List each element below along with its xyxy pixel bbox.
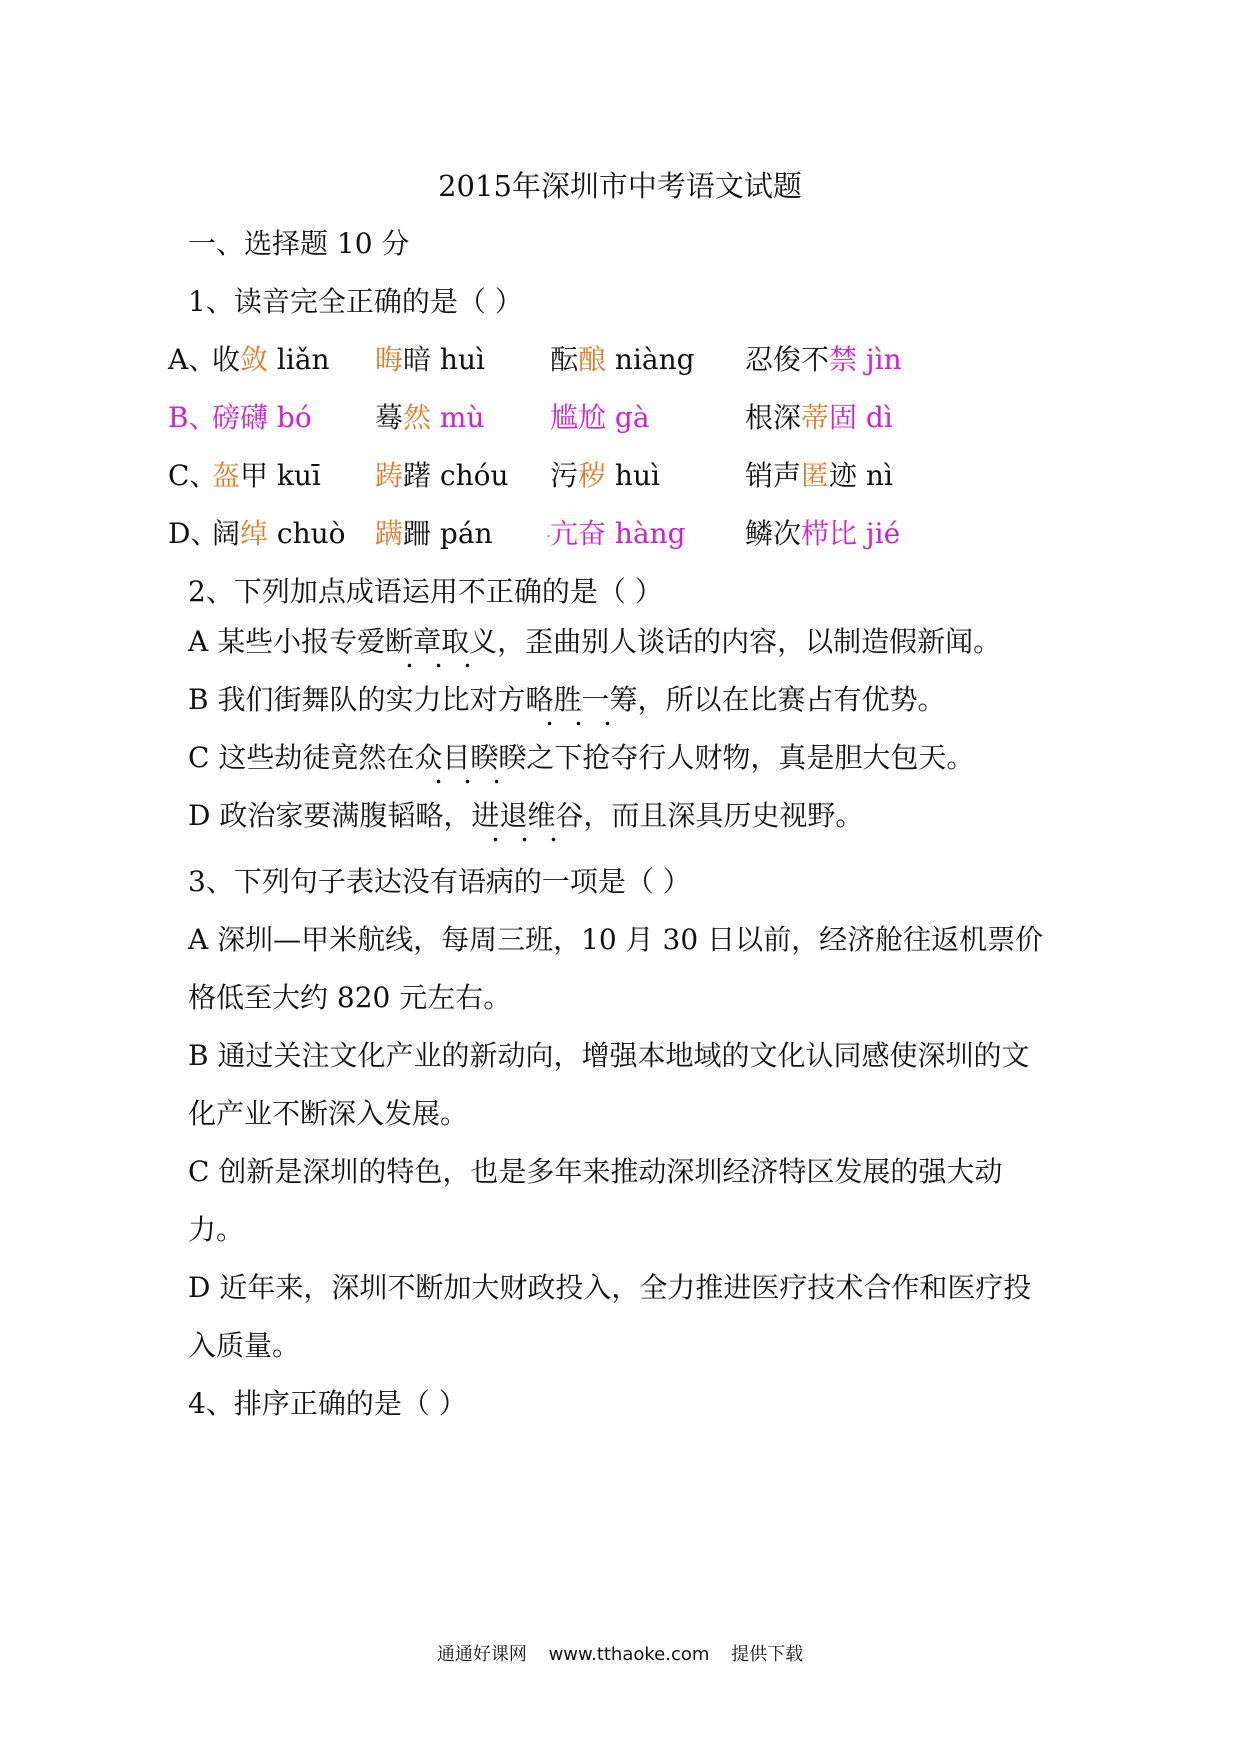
option-text: D 政治家要满腹韬略，	[188, 799, 472, 832]
highlighted-character: 亢	[550, 517, 579, 550]
option-word	[550, 396, 650, 436]
question-3-line: 化产业不断深入发展。	[188, 1097, 469, 1130]
option-word	[375, 396, 485, 436]
option-text: A 某些小报专爱	[188, 625, 386, 658]
question-2-stem: 2、下列加点成语运用不正确的是（ ）	[188, 575, 663, 608]
option-word	[375, 338, 485, 378]
pinyin: 固 dì	[829, 401, 893, 434]
option-text: C 这些劫徒竟然在	[188, 741, 415, 774]
option-text: 之下抢夺行人财物，真是胆大包天。	[526, 741, 975, 774]
pinyin: 比 jié	[829, 517, 901, 550]
dotted-idiom: 众目睽睽	[414, 741, 527, 774]
option-word	[550, 338, 695, 378]
option-text: B 我们街舞队的实力比对方	[188, 683, 526, 716]
question-4-stem: 4、排序正确的是（ ）	[188, 1387, 467, 1420]
option-label: A、	[168, 343, 217, 376]
pinyin: 暗 huì	[403, 343, 485, 376]
footer-url[interactable]: www.tthaoke.com	[548, 1644, 710, 1665]
highlighted-character: 尴	[550, 401, 579, 434]
word-prefix: 阔	[212, 517, 241, 550]
option-word	[212, 396, 312, 436]
option-text: ，所以在比赛占有优势。	[637, 683, 946, 716]
pinyin: niàng	[606, 343, 695, 376]
option-word	[745, 396, 893, 436]
footer-note: 提供下载	[731, 1644, 804, 1665]
question-3-stem: 3、下列句子表达没有语病的一项是（ ）	[188, 865, 691, 898]
pinyin: huì	[606, 459, 660, 492]
page-title: 2015年深圳市中考语文试题	[438, 169, 802, 203]
highlighted-character: 匿	[801, 459, 830, 492]
word-prefix: 收	[212, 343, 241, 376]
highlighted-character: 栉	[801, 517, 830, 550]
option-word	[550, 512, 686, 552]
option-word	[745, 512, 900, 552]
section-heading: 一、选择题 10 分	[188, 227, 410, 260]
question-3-line: 入质量。	[188, 1329, 301, 1362]
pinyin: chuò	[268, 517, 346, 550]
question-3-line: 力。	[188, 1213, 245, 1246]
word-prefix: 根深	[745, 401, 802, 434]
option-text: ，歪曲别人谈话的内容，以制造假新闻。	[497, 625, 1002, 658]
word-prefix: 污	[550, 459, 579, 492]
highlighted-character: 敛	[240, 343, 269, 376]
option-label: D、	[168, 517, 219, 550]
pinyin: jìn	[857, 343, 902, 376]
pinyin: 奋 hàng	[578, 517, 686, 550]
question-3-line: B 通过关注文化产业的新动向，增强本地域的文化认同感使深圳的文	[188, 1039, 1030, 1072]
pinyin: 迹 nì	[829, 459, 893, 492]
pinyin: mù	[431, 401, 485, 434]
question-2-option	[188, 678, 946, 718]
highlighted-character: 蹒	[375, 517, 404, 550]
question-2-option	[188, 736, 974, 776]
option-word	[212, 338, 330, 378]
pinyin: 跚 pán	[403, 517, 493, 550]
footer	[0, 1640, 1240, 1666]
highlighted-character: 盔	[212, 459, 241, 492]
option-label: B、	[168, 401, 217, 434]
pinyin: 尬 gà	[578, 401, 650, 434]
word-prefix: 销声	[745, 459, 802, 492]
option-word	[745, 454, 893, 494]
highlighted-character: 然	[403, 401, 432, 434]
pinyin: 礴 bó	[240, 401, 312, 434]
question-3-line: 格低至大约 820 元左右。	[188, 981, 512, 1014]
stray-mark: .	[546, 522, 552, 541]
option-word	[375, 512, 493, 552]
word-prefix: 忍俊不	[745, 343, 830, 376]
question-2-option	[188, 620, 1001, 660]
option-word	[375, 454, 509, 494]
footer-site-name: 通通好课网	[436, 1644, 527, 1665]
highlighted-character: 蒂	[801, 401, 830, 434]
question-3-line: D 近年来，深圳不断加大财政投入，全力推进医疗技术合作和医疗投	[188, 1271, 1032, 1304]
option-word	[212, 454, 321, 494]
question-1-stem: 1、读音完全正确的是（ ）	[188, 285, 523, 318]
highlighted-character: 晦	[375, 343, 404, 376]
question-2-option	[188, 794, 863, 834]
highlighted-character: 酿	[578, 343, 607, 376]
word-prefix: 酝	[550, 343, 579, 376]
highlighted-character: 绰	[240, 517, 269, 550]
question-3-line: C 创新是深圳的特色，也是多年来推动深圳经济特区发展的强大动	[188, 1155, 1003, 1188]
question-3-line: A 深圳—甲米航线，每周三班，10 月 30 日以前，经济舱往返机票价	[188, 923, 1044, 956]
highlighted-character: 禁	[829, 343, 858, 376]
dotted-idiom: 略胜一筹	[525, 683, 638, 716]
option-word	[212, 512, 346, 552]
word-prefix: 蓦	[375, 401, 404, 434]
highlighted-character: 磅	[212, 401, 241, 434]
pinyin: 躇 chóu	[403, 459, 509, 492]
word-prefix: 鳞次	[745, 517, 802, 550]
option-word	[550, 454, 660, 494]
dotted-idiom: 断章取义	[385, 625, 498, 658]
dotted-idiom: 进退维谷	[471, 799, 584, 832]
highlighted-character: 秽	[578, 459, 607, 492]
option-text: ，而且深具历史视野。	[583, 799, 864, 832]
option-label: C、	[168, 459, 218, 492]
highlighted-character: 踌	[375, 459, 404, 492]
pinyin: liǎn	[268, 343, 330, 376]
pinyin: 甲 kuī	[240, 459, 321, 492]
option-word	[745, 338, 902, 378]
